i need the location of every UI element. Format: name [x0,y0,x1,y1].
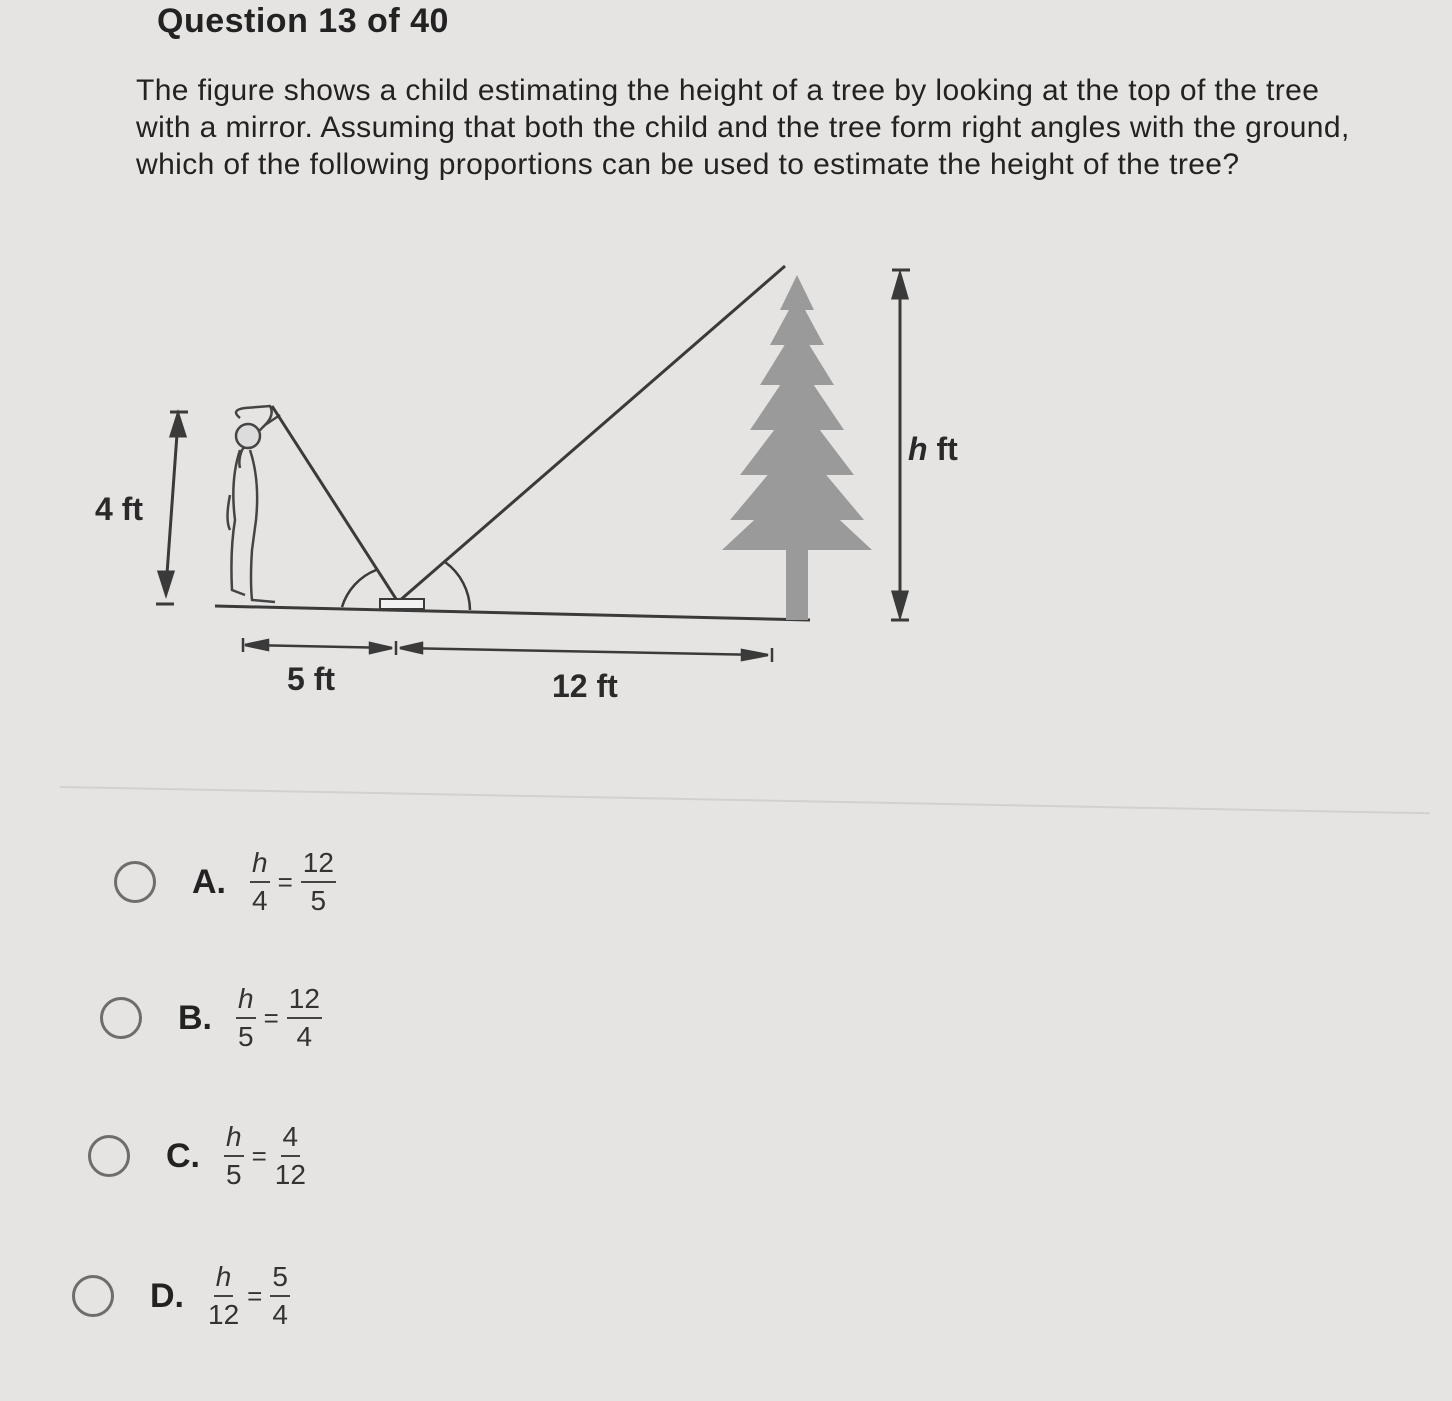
choice-c-left-numerator: h [224,1122,244,1157]
choice-c-left-denominator: 5 [226,1159,242,1190]
choice-d-radio[interactable] [72,1275,114,1317]
choice-d-right-numerator: 5 [270,1262,290,1297]
choice-c-letter: C. [166,1136,200,1175]
choice-b[interactable] [100,984,322,1052]
child-figure [228,406,281,602]
section-divider [60,786,1430,814]
child-to-mirror-label: 5 ft [287,661,335,697]
mirror-to-tree-label: 12 ft [552,668,618,704]
choice-d-left-numerator: h [214,1262,234,1297]
choice-a-right-denominator: 5 [310,885,327,916]
mirror [380,599,424,609]
tree-height-label: h ft [908,431,958,467]
choice-a-left-fraction [250,848,270,916]
child-height-dimension [156,412,188,604]
choice-c-right-fraction [275,1122,306,1190]
mirror-tree-figure [80,250,1000,720]
choice-a-equals: = [277,866,293,897]
choice-b-letter: B. [178,998,212,1037]
angle-arc-left [342,570,376,607]
choice-a-right-fraction [301,848,336,916]
choice-b-left-denominator: 5 [238,1021,254,1052]
angle-arc-right [445,562,470,610]
choice-a-right-numerator: 12 [301,848,336,883]
choice-d[interactable] [72,1262,290,1330]
choice-b-right-fraction [287,984,322,1052]
choice-b-right-numerator: 12 [287,984,322,1019]
choice-c-radio[interactable] [88,1135,130,1177]
sight-line-tree [398,266,785,602]
question-header: Question 13 of 40 [157,2,449,40]
tree [722,275,872,620]
choice-d-letter: D. [150,1276,184,1315]
choice-b-equals: = [263,1002,279,1033]
ground-line [215,606,810,620]
question-prompt: The figure shows a child estimating the height of a tree by looking at the top of the tree with a mirror. Assuming that both the child and the tree form right angles with the ground, which of the following proportions can be used to estimate the height of the tree? [136,74,1350,181]
choice-c-right-numerator: 4 [281,1122,301,1157]
choice-a-left-denominator: 4 [252,885,268,916]
sight-line-child [272,406,398,602]
choice-d-left-fraction [208,1262,239,1330]
choice-d-left-denominator: 12 [208,1299,240,1330]
child-height-label: 4 ft [95,491,143,527]
choice-c-right-denominator: 12 [274,1159,306,1190]
choice-c-equals: = [251,1140,267,1171]
choice-b-left-fraction [236,984,256,1052]
choice-a[interactable] [114,848,336,916]
choice-a-left-numerator: h [250,848,270,883]
choice-b-left-numerator: h [236,984,256,1019]
choice-b-radio[interactable] [100,997,142,1039]
choice-d-right-denominator: 4 [272,1299,288,1330]
horizontal-dimensions [243,638,772,662]
choice-b-right-denominator: 4 [296,1021,313,1052]
choice-a-letter: A. [192,862,226,901]
choice-d-equals: = [247,1280,263,1311]
choice-c-left-fraction [224,1122,244,1190]
choice-d-right-fraction [270,1262,290,1330]
choice-a-radio[interactable] [114,861,156,903]
choice-c[interactable] [88,1122,306,1190]
